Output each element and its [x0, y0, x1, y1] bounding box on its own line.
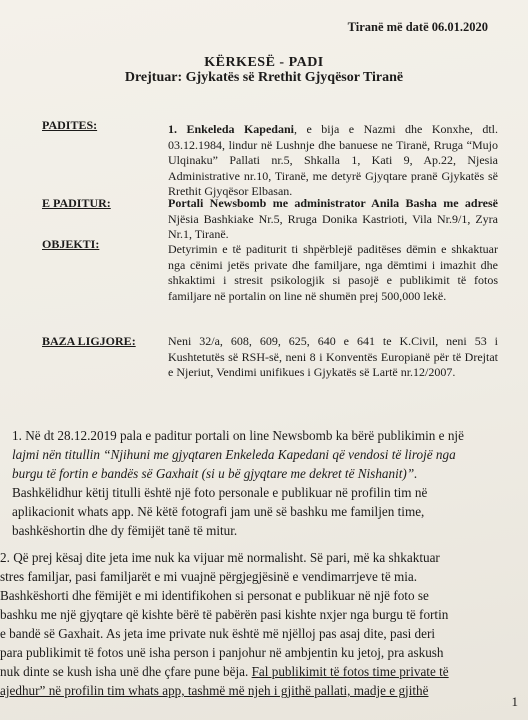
- object-label: OBJEKTI:: [42, 237, 100, 251]
- plaintiff-label: PADITES:: [42, 118, 98, 132]
- defendant-name: Portali Newsbomb me administrator Anila Basha me adresë: [168, 196, 498, 210]
- paragraph-1: [12, 426, 512, 540]
- defendant-address: Njësia Bashkiake Nr.5, Rruga Donika Kastrioti, Vila Nr.9/1, Zyra Nr.1, Tiranë.: [168, 211, 498, 242]
- document-title: KËRKESË - PADI: [204, 55, 324, 70]
- object-text: Detyrimin e të paditurit ti shpërblejë paditëses dëmin e shkaktuar nga cënimi jetës private dhe familjare, nga dëmtimi i imazhit dhe shkaktimi i stresit psikologjik si pasojë e publikimit të fotos familjare në portalin on line në shumën prej 500,000 lekë.: [168, 242, 498, 303]
- document-date: Tiranë më datë 06.01.2020: [347, 20, 488, 34]
- paragraph-1-line: Bashkëlidhur këtij titulli është një foto personale e publikuar në profilin tim në: [12, 485, 428, 500]
- underlined-phrase: Fal publikimit të fotos time private të: [251, 664, 449, 679]
- paragraph-2-line: bashku me një gjyqtare që kishte bërë të pabërën pasi kishte nxjer nga burgu të fortin: [0, 607, 449, 622]
- legal-basis-text: Neni 32/a, 608, 609, 625, 640 e 641 te K.Civil, neni 53 i Kushtetutës së RSH-së, neni 8 i Konventës Europianë për të Drejtat e Njeriut, Vendimi unifikues i Gjykatës së Lartë nr.12/2007.: [168, 334, 498, 380]
- page-number: 1: [511, 694, 518, 709]
- legal-basis-label: BAZA LIGJORE:: [42, 334, 136, 348]
- paragraph-1-line: bashkëshortin dhe dy fëmijët tanë të mitur.: [12, 523, 238, 538]
- paragraph-2-line: 2. Që prej kësaj dite jeta ime nuk ka vijuar më normalisht. Së pari, më ka shkaktuar: [0, 550, 440, 565]
- paragraph-1-line: burgu të fortin e bandës së Gaxhait (si u bë gjyqtare me dekret të Nishanit)”.: [12, 466, 418, 481]
- plaintiff-text: , e bija e Nazmi dhe Konxhe, dtl. 03.12.1984, lindur në Lushnje dhe banuese ne Tiranë, Rruga “Mujo Ulqinaku” Pallati nr.5, Shkalla 1, Kati 9, Ap.22, Njesia Administrative nr.10, Tiranë, me detyrë Gjyqtare pranë Gjykatës së Rrethit Gjyqësor Elbasan.: [168, 122, 498, 199]
- defendant-details: [168, 196, 498, 243]
- plaintiff-name: 1. Enkeleda Kapedani: [168, 122, 294, 136]
- paragraph-1-line: lajmi nën titullin “Njihuni me gjyqtaren Enkeleda Kapedani që vendosi të lirojë nga: [12, 447, 456, 462]
- plaintiff-details: [168, 122, 498, 200]
- paragraph-2: [0, 548, 516, 700]
- paragraph-2-line: e bandë së Gaxhait. As jeta ime private nuk është më njëlloj pas asaj dite, pasi deri: [0, 626, 436, 641]
- paragraph-1-line: 1. Në dt 28.12.2019 pala e paditur portali on line Newsbomb ka bërë publikimin e një: [12, 428, 464, 443]
- court-addressee: Drejtuar: Gjykatës së Rrethit Gjyqësor Tiranë: [124, 70, 404, 85]
- paragraph-2-line: stres familjar, pasi familjarët e mi vuajnë përgjegjësinë e vendimarrjeve të mia.: [0, 569, 418, 584]
- paragraph-2-line-underlined: nuk dinte se kush isha unë dhe çfare pune bëja. Fal publikimit të fotos time private të: [0, 664, 449, 679]
- defendant-label: E PADITUR:: [42, 196, 111, 210]
- paragraph-2-line: ajedhur” në profilin tim whats app, tashmë më njeh i gjithë pallati, madje e gjithë: [0, 683, 429, 698]
- paragraph-1-line: aplikacionit whats app. Në këtë fotografi jam unë së bashku me familjen time,: [12, 504, 425, 519]
- paragraph-2-line: para publikimit të fotos unë isha person i panjohur në ambjentin ku jetoj, pra askush: [0, 645, 444, 660]
- paragraph-2-line: Bashkëshorti dhe fëmijët e mi identifikohen si personat e publikuar në një foto se: [0, 588, 429, 603]
